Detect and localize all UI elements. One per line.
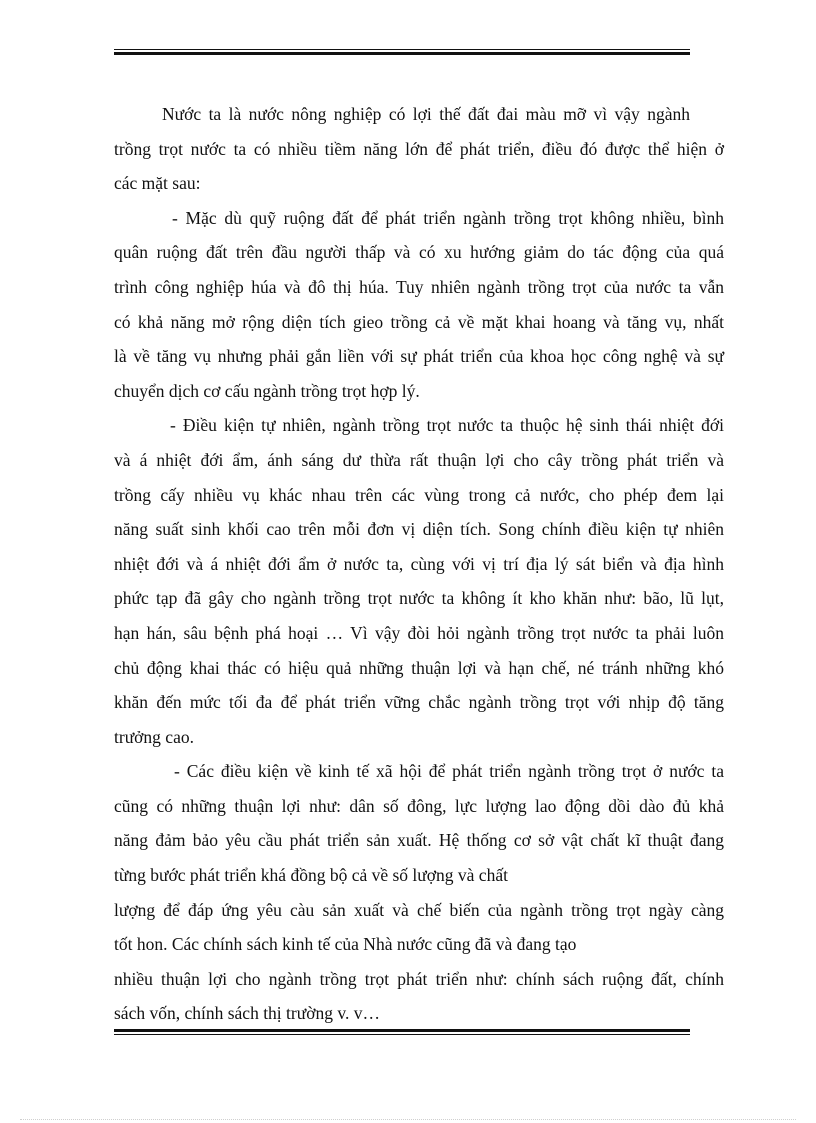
text-line: trình công nghiệp húa và đô thị húa. Tuy nhiên ngành trồng trọt của nước ta vẫn <box>114 276 724 297</box>
text-line: năng suất sinh khối cao trên mỗi đơn vị diện tích. Song chính điều kiện tự nhiên <box>114 519 724 540</box>
text-line: trồng cấy nhiều vụ khác nhau trên các vùng trong cả nước, cho phép đem lại <box>114 484 724 505</box>
text-line: cũng có những thuận lợi như: dân số đông, lực lượng lao động dồi dào đủ khả <box>114 795 724 816</box>
text-line: trưởng cao. <box>114 726 194 747</box>
document-body <box>114 97 724 1031</box>
text-line: tốt hon. Các chính sách kinh tế của Nhà nước cũng đã và đang tạo <box>114 934 577 955</box>
header-rule-thin <box>114 49 690 50</box>
text-line: chủ động khai thác có hiệu quả những thuận lợi và hạn chế, né tránh những khó <box>114 657 724 678</box>
header-rule-thick <box>114 52 690 55</box>
footer-rule <box>114 1029 690 1035</box>
text-line: phức tạp đã gây cho ngành trồng trọt nước ta không ít kho khăn như: bão, lũ lụt, <box>114 588 724 609</box>
text-line: là về tăng vụ nhưng phải gắn liền với sự phát triển của khoa học công nghệ và sự <box>114 346 724 367</box>
text-line: các mặt sau: <box>114 173 201 194</box>
text-line: Nước ta là nước nông nghiệp có lợi thế đất đai màu mỡ vì vậy ngành <box>162 104 690 124</box>
text-line: từng bước phát triển khá đồng bộ cả về số lượng và chất <box>114 865 508 886</box>
text-line: - Mặc dù quỹ ruộng đất để phát triển ngành trồng trọt không nhiều, bình <box>172 207 724 228</box>
text-line: lượng để đáp ứng yêu càu sản xuất và chế biến của ngành trồng trọt ngày càng <box>114 899 724 920</box>
footer-rule-thick <box>114 1029 690 1032</box>
page-edge-dotted-line <box>20 1119 796 1120</box>
text-line: trồng trọt nước ta có nhiều tiềm năng lớn để phát triển, điều đó được thể hiện ở <box>114 138 724 159</box>
text-line: có khả năng mở rộng diện tích gieo trồng cả về mặt khai hoang và tăng vụ, nhất <box>114 311 724 332</box>
text-line: quân ruộng đất trên đầu người thấp và có xu hướng giảm do tác động của quá <box>114 242 724 263</box>
text-line: nhiệt đới và á nhiệt đới ẩm ở nước ta, cùng với vị trí địa lý sát biển và địa hình <box>114 553 724 574</box>
text-line: khăn đến mức tối đa để phát triển vững chắc ngành trồng trọt với nhịp độ tăng <box>114 692 724 713</box>
text-line: nhiều thuận lợi cho ngành trồng trọt phát triển như: chính sách ruộng đất, chính <box>114 968 724 989</box>
text-line: chuyển dịch cơ cấu ngành trồng trọt hợp lý. <box>114 380 420 401</box>
text-line: - Các điều kiện về kinh tế xã hội để phát triển ngành trồng trọt ở nước ta <box>174 761 724 782</box>
text-line: - Điều kiện tự nhiên, ngành trồng trọt nước ta thuộc hệ sinh thái nhiệt đới <box>170 415 724 436</box>
text-line: năng đảm bảo yêu cầu phát triển sản xuất. Hệ thống cơ sở vật chất kĩ thuật đang <box>114 830 724 851</box>
footer-rule-thin <box>114 1034 690 1035</box>
text-line: và á nhiệt đới ẩm, ánh sáng dư thừa rất thuận lợi cho cây trồng phát triển và <box>114 449 724 470</box>
text-line: sách vốn, chính sách thị trường v. v… <box>114 1003 380 1024</box>
header-rule <box>114 49 690 55</box>
text-line: hạn hán, sâu bệnh phá hoại … Vì vậy đòi hỏi ngành trồng trọt nước ta phải luôn <box>114 622 724 643</box>
